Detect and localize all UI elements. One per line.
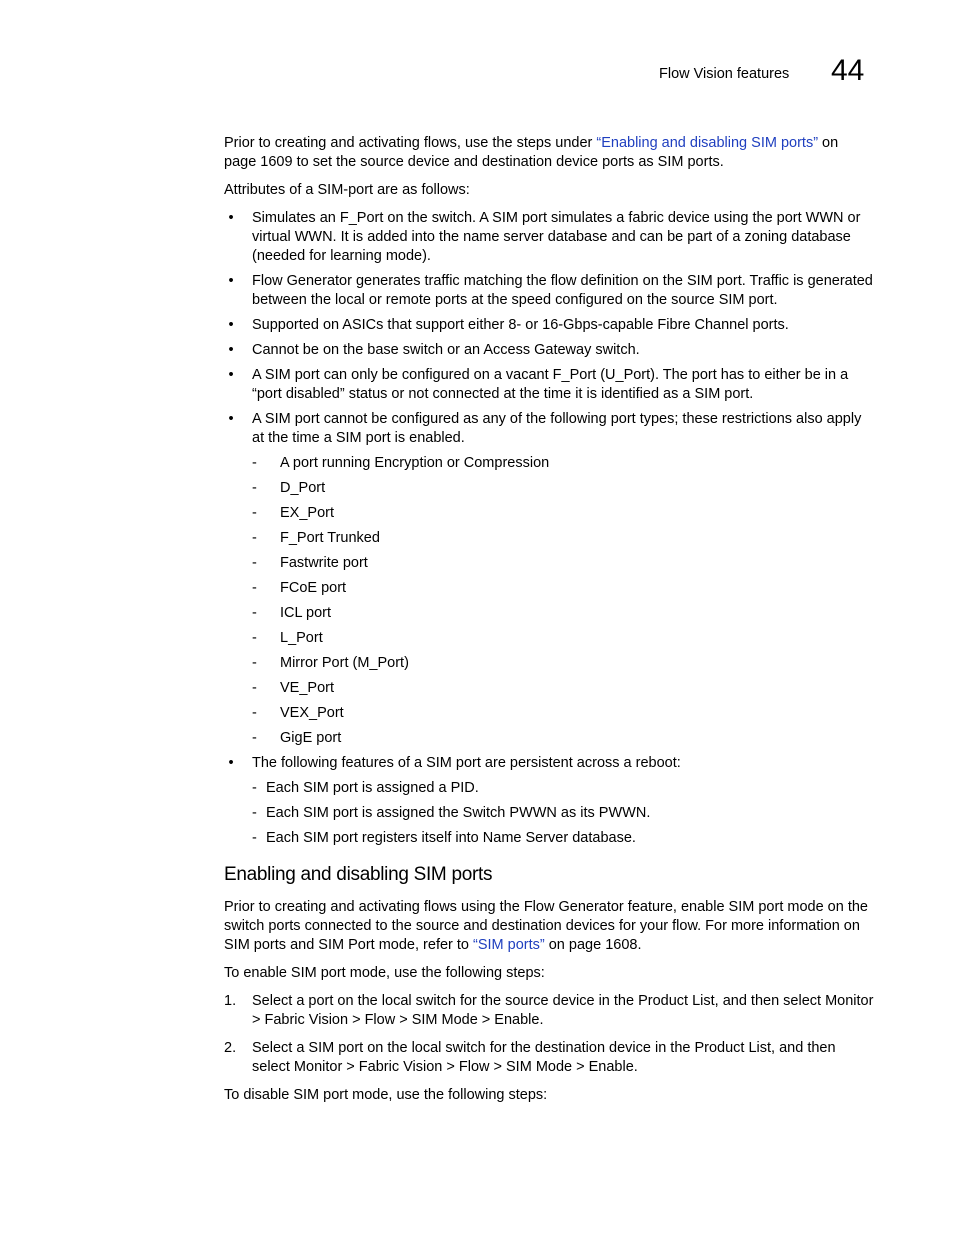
section-heading: Enabling and disabling SIM ports bbox=[224, 864, 493, 885]
intro-paragraph: Prior to creating and activating flows, use the steps under “Enabling and disabling SIM ports” on page 1609 to set the source device and destination device ports as SIM ports. bbox=[224, 135, 839, 170]
section-paragraph: Prior to creating and activating flows using the Flow Generator feature, enable SIM port mode on the switch ports connected to the source and destination devices for your flow. For more information on SIM ports and SIM Port mode, refer to “SIM ports” on page 1608. bbox=[224, 899, 868, 953]
port-types-list bbox=[252, 454, 874, 748]
list-item: - FCoE port bbox=[252, 580, 347, 596]
dash-icon: - bbox=[252, 780, 257, 796]
chapter-number: 44 bbox=[831, 54, 865, 87]
dash-icon: - bbox=[252, 680, 257, 696]
bullet-icon: • bbox=[228, 210, 234, 226]
list-item: - ICL port bbox=[252, 605, 332, 621]
bullet-icon: • bbox=[228, 367, 234, 383]
list-item: - GigE port bbox=[252, 730, 342, 746]
attributes-list bbox=[224, 209, 874, 848]
dash-icon: - bbox=[252, 455, 257, 471]
enable-steps bbox=[224, 992, 874, 1077]
list-item: - A port running Encryption or Compression bbox=[252, 455, 550, 471]
list-item: - Each SIM port registers itself into Name Server database. bbox=[252, 830, 636, 846]
persistent-features-list bbox=[252, 779, 874, 848]
list-item: - F_Port Trunked bbox=[252, 530, 380, 546]
list-item: • Cannot be on the base switch or an Access Gateway switch. bbox=[224, 341, 874, 360]
list-item: - VE_Port bbox=[252, 680, 334, 696]
step-item: 1. Select a port on the local switch for the source device in the Product List, and then select Monitor > Fabric Vision > Flow > SIM Mode > Enable. bbox=[224, 993, 874, 1028]
bullet-icon: • bbox=[228, 317, 234, 333]
bullet-icon: • bbox=[228, 273, 234, 289]
list-item: - L_Port bbox=[252, 630, 323, 646]
step-item: 2. Select a SIM port on the local switch for the destination device in the Product List, and then select Monitor > Fabric Vision > Flow > SIM Mode > Enable. bbox=[224, 1040, 836, 1075]
attributes-intro: Attributes of a SIM-port are as follows: bbox=[224, 182, 470, 198]
dash-icon: - bbox=[252, 630, 257, 646]
list-item: • Flow Generator generates traffic matching the flow definition on the SIM port. Traffic is generated between the local or remote ports at the speed configured on the source SIM port. bbox=[224, 272, 874, 310]
list-item: - D_Port bbox=[252, 480, 326, 496]
list-item: - VEX_Port bbox=[252, 705, 344, 721]
step-number: 1. bbox=[224, 993, 237, 1009]
dash-icon: - bbox=[252, 705, 257, 721]
sim-ports-link[interactable]: “SIM ports” bbox=[473, 937, 545, 953]
list-item: - Fastwrite port bbox=[252, 555, 368, 571]
header-section-title: Flow Vision features bbox=[659, 66, 790, 82]
bullet-icon: • bbox=[228, 755, 234, 771]
page-content bbox=[224, 134, 874, 1114]
list-item: - Each SIM port is assigned a PID. bbox=[252, 780, 479, 796]
list-item: • The following features of a SIM port are persistent across a reboot: - Each SIM port is assigned a PID. - Each SIM port is assigned the Switch PWWN as its PWWN. - Each SIM port registers itself into Name Server database. bbox=[224, 754, 874, 848]
dash-icon: - bbox=[252, 830, 257, 846]
disable-intro: To disable SIM port mode, use the following steps: bbox=[224, 1087, 548, 1103]
enabling-disabling-link[interactable]: “Enabling and disabling SIM ports” bbox=[596, 135, 819, 151]
dash-icon: - bbox=[252, 530, 257, 546]
dash-icon: - bbox=[252, 655, 257, 671]
bullet-icon: • bbox=[228, 411, 234, 427]
page-header bbox=[0, 54, 954, 88]
dash-icon: - bbox=[252, 730, 257, 746]
bullet-icon: • bbox=[228, 342, 234, 358]
list-item: • A SIM port can only be configured on a vacant F_Port (U_Port). The port has to either be in a “port disabled” status or not connected at the time it is identified as a SIM port. bbox=[224, 366, 874, 404]
list-item: • A SIM port cannot be configured as any of the following port types; these restrictions also apply at the time a SIM port is enabled. - A port running Encryption or Compression - D_Port - EX_Port - F_Port Trunked - Fastwrite port - FCoE port - ICL port - L_Port - Mirror Port (M_Port) - VE_Port - VEX_Port - GigE port bbox=[224, 410, 874, 748]
dash-icon: - bbox=[252, 605, 257, 621]
dash-icon: - bbox=[252, 805, 257, 821]
step-number: 2. bbox=[224, 1040, 237, 1056]
dash-icon: - bbox=[252, 480, 257, 496]
dash-icon: - bbox=[252, 555, 257, 571]
dash-icon: - bbox=[252, 580, 257, 596]
dash-icon: - bbox=[252, 505, 257, 521]
enable-intro: To enable SIM port mode, use the following steps: bbox=[224, 965, 545, 981]
menu-path: Monitor > Fabric Vision > Flow > SIM Mode > Enable bbox=[252, 993, 874, 1028]
list-item: - Mirror Port (M_Port) bbox=[252, 655, 409, 671]
list-item: - EX_Port bbox=[252, 505, 334, 521]
list-item: - Each SIM port is assigned the Switch PWWN as its PWWN. bbox=[252, 805, 651, 821]
list-item: • Simulates an F_Port on the switch. A SIM port simulates a fabric device using the port WWN or virtual WWN. It is added into the name server database and can be part of a zoning database (needed for learning mode). bbox=[224, 209, 874, 266]
list-item: • Supported on ASICs that support either 8- or 16-Gbps-capable Fibre Channel ports. bbox=[224, 316, 874, 335]
menu-path: Monitor > Fabric Vision > Flow > SIM Mode > Enable bbox=[293, 1059, 634, 1075]
